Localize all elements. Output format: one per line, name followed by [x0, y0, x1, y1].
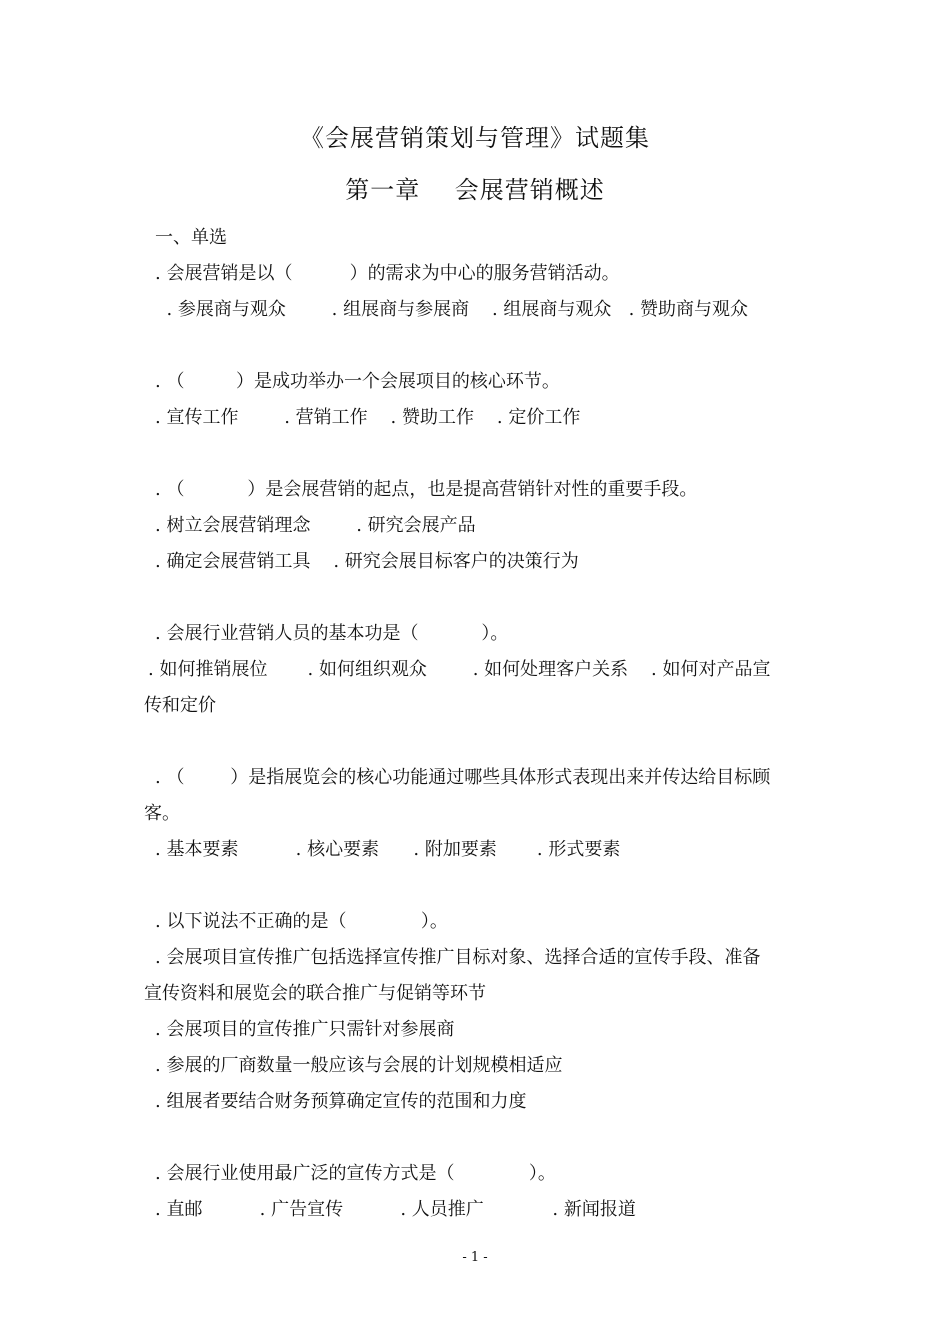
options-line: . 如何推销展位 . 如何组织观众 . 如何处理客户关系 . 如何对产品宣	[148, 659, 771, 680]
question-line: . 以下说法不正确的是（ ）。	[155, 911, 448, 932]
options-line: . 树立会展营销理念 . 研究会展产品	[155, 515, 476, 536]
question-line: . （ ）是成功举办一个会展项目的核心环节。	[155, 371, 560, 392]
options-line: . 参展的厂商数量一般应该与会展的计划规模相适应	[155, 1055, 563, 1076]
options-line: . 基本要素 . 核心要素 . 附加要素 . 形式要素	[155, 839, 621, 860]
options-line: . 宣传工作 . 营销工作 . 赞助工作 . 定价工作	[155, 407, 581, 428]
question-line: . （ ）是会展营销的起点，也是提高营销针对性的重要手段。	[155, 479, 698, 500]
options-line: 宣传资料和展览会的联合推广与促销等环节	[144, 983, 486, 1004]
options-line: . 直邮 . 广告宣传 . 人员推广 . 新闻报道	[155, 1199, 636, 1220]
options-line: . 会展项目的宣传推广只需针对参展商	[155, 1019, 455, 1040]
options-line: . 参展商与观众 . 组展商与参展商 . 组展商与观众 . 赞助商与观众	[155, 299, 749, 320]
page-number: - 1 -	[462, 1250, 488, 1265]
question-line: 客。	[144, 803, 180, 824]
section-heading: 一、单选	[155, 227, 227, 248]
options-line: . 会展项目宣传推广包括选择宣传推广目标对象、选择合适的宣传手段、准备	[155, 947, 761, 968]
document-title: 《会展营销策划与管理》试题集	[300, 124, 650, 152]
question-line: . 会展营销是以（ ）的需求为中心的服务营销活动。	[155, 263, 620, 284]
question-line: . （ ）是指展览会的核心功能通过哪些具体形式表现出来并传达给目标顾	[155, 767, 771, 788]
options-line: . 确定会展营销工具 . 研究会展目标客户的决策行为	[155, 551, 579, 572]
options-line: 传和定价	[144, 695, 216, 716]
question-line: . 会展行业使用最广泛的宣传方式是（ ）。	[155, 1163, 556, 1184]
chapter-heading: 第一章 会展营销概述	[345, 176, 605, 204]
question-line: . 会展行业营销人员的基本功是（ ）。	[155, 623, 509, 644]
options-line: . 组展者要结合财务预算确定宣传的范围和力度	[155, 1091, 527, 1112]
